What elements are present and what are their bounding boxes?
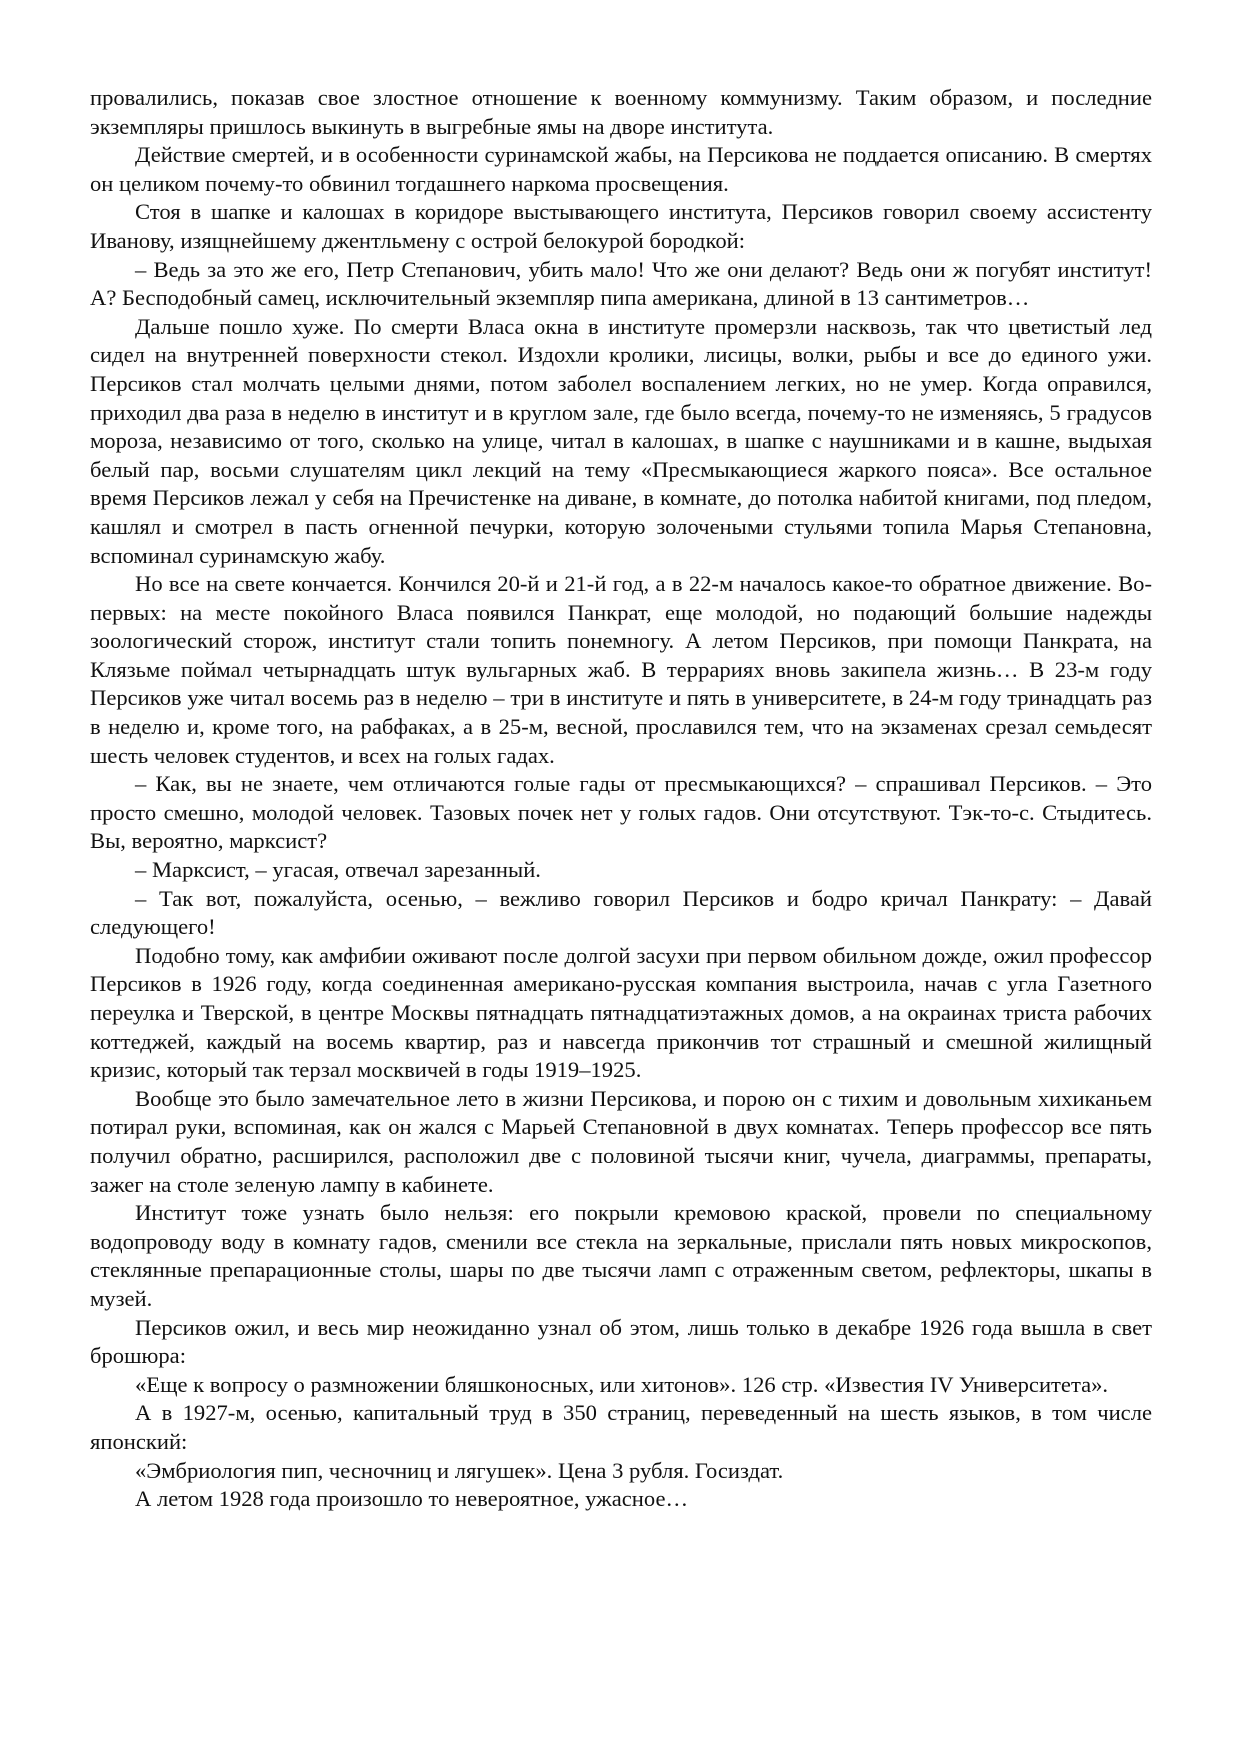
paragraph: Подобно тому, как амфибии оживают после долгой засухи при первом обильном дожде, ожил профессор Персиков в 1926 году, когда соединенная американо-русская компания выстроила, начав с угла Газетного переулка и Тверской, в центре Москвы пятнадцать пятнадцатиэтажных домов, а на окраинах триста рабочих коттеджей, каждый на восемь квартир, раз и навсегда прикончив тот страшный и смешной жилищный кризис, который так терзал москвичей в годы 1919–1925. [90, 942, 1152, 1083]
paragraph: Персиков ожил, и весь мир неожиданно узнал об этом, лишь только в декабре 1926 года вышла в свет брошюра: [90, 1314, 1152, 1369]
text-column [90, 84, 1152, 1514]
paragraph: А в 1927-м, осенью, капитальный труд в 350 страниц, переведенный на шесть языков, в том числе японский: [90, 1400, 1152, 1454]
paragraph-dialogue: – Так вот, пожалуйста, осенью, – вежливо говорил Персиков и бодро кричал Панкрату: – Давай следующего! [90, 885, 1152, 940]
paragraph: Действие смертей, и в особенности суринамской жабы, на Персикова не поддается описанию. В смертях он целиком почему-то обвинил тогдашнего наркома просвещения. [90, 142, 1152, 196]
paragraph-dialogue: – Ведь за это же его, Петр Степанович, убить мало! Что же они делают? Ведь они ж погубят институт! А? Бесподобный самец, исключительный экземпляр пипа американа, длиной в 13 сантиметров… [90, 256, 1152, 311]
paragraph: Вообще это было замечательное лето в жизни Персикова, и порою он с тихим и довольным хихиканьем потирал руки, вспоминая, как он жался с Марьей Степановной в двух комнатах. Теперь профессор все пять получил обратно, расширился, расположил две с половиной тысячи книг, чучела, диаграммы, препараты, зажег на столе зеленую лампу в кабинете. [90, 1085, 1152, 1197]
paragraph-continued: провалились, показав свое злостное отношение к военному коммунизму. Таким образом, и последние экземпляры пришлось выкинуть в выгребные ямы на дворе института. [90, 85, 1152, 139]
paragraph-dialogue: – Как, вы не знаете, чем отличаются голые гады от пресмыкающихся? – спрашивал Персиков. – Это просто смешно, молодой человек. Тазовых почек нет у голых гадов. Они отсутствуют. Тэк-то-с. Стыдитесь. Вы, вероятно, марксист? [90, 771, 1152, 854]
paragraph-publication: «Еще к вопросу о размножении бляшконосных, или хитонов». 126 стр. «Известия IV Университета». [135, 1371, 1109, 1397]
paragraph-publication: «Эмбриология пип, чесночниц и лягушек». Цена 3 рубля. Госиздат. [135, 1457, 784, 1483]
paragraph: Институт тоже узнать было нельзя: его покрыли кремовою краской, провели по специальному водопроводу воду в комнату гадов, сменили все стекла на зеркальные, прислали пять новых микроскопов, стеклянные препарационные столы, шары по две тысячи ламп с отраженным светом, рефлекторы, шкапы в музей. [90, 1200, 1152, 1311]
paragraph: Стоя в шапке и калошах в коридоре выстывающего института, Персиков говорил своему ассистенту Иванову, изящнейшему джентльмену с острой белокурой бородкой: [90, 199, 1152, 253]
paragraph: Но все на свете кончается. Кончился 20-й и 21-й год, а в 22-м началось какое-то обратное движение. Во-первых: на месте покойного Власа появился Панкрат, еще молодой, но подающий большие надежды зоологический сторож, институт стали топить понемногу. А летом Персиков, при помощи Панкрата, на Клязьме поймал четырнадцать штук вульгарных жаб. В террариях вновь закипела жизнь… В 23-м году Персиков уже читал восемь раз в неделю – три в институте и пять в университете, в 24-м году тринадцать раз в неделю и, кроме того, на рабфаках, а в 25-м, весной, прославился тем, что на экзаменах срезал семьдесят шесть человек студентов, и всех на голых гадах. [90, 571, 1152, 768]
paragraph-final: А летом 1928 года произошло то невероятное, ужасное… [135, 1486, 689, 1512]
paragraph: Дальше пошло хуже. По смерти Власа окна в институте промерзли насквозь, так что цветистый лед сидел на внутренней поверхности стекол. Издохли кролики, лисицы, волки, рыбы и все до единого ужи. Персиков стал молчать целыми днями, потом заболел воспалением легких, но не умер. Когда оправился, приходил два раза в неделю в институт и в круглом зале, где было всегда, почему-то не изменяясь, 5 градусов мороза, независимо от того, сколько на улице, читал в калошах, в шапке с наушниками и в кашне, выдыхая белый пар, восьми слушателям цикл лекций на тему «Пресмыкающиеся жаркого пояса». Все остальное время Персиков лежал у себя на Пречистенке на диване, в комнате, до потолка набитой книгами, под пледом, кашлял и смотрел в пасть огненной печурки, которую золочеными стульями топила Марья Степановна, вспоминал суринамскую жабу. [90, 313, 1152, 568]
paragraph-dialogue: – Марксист, – угасая, отвечал зарезанный. [135, 857, 541, 883]
